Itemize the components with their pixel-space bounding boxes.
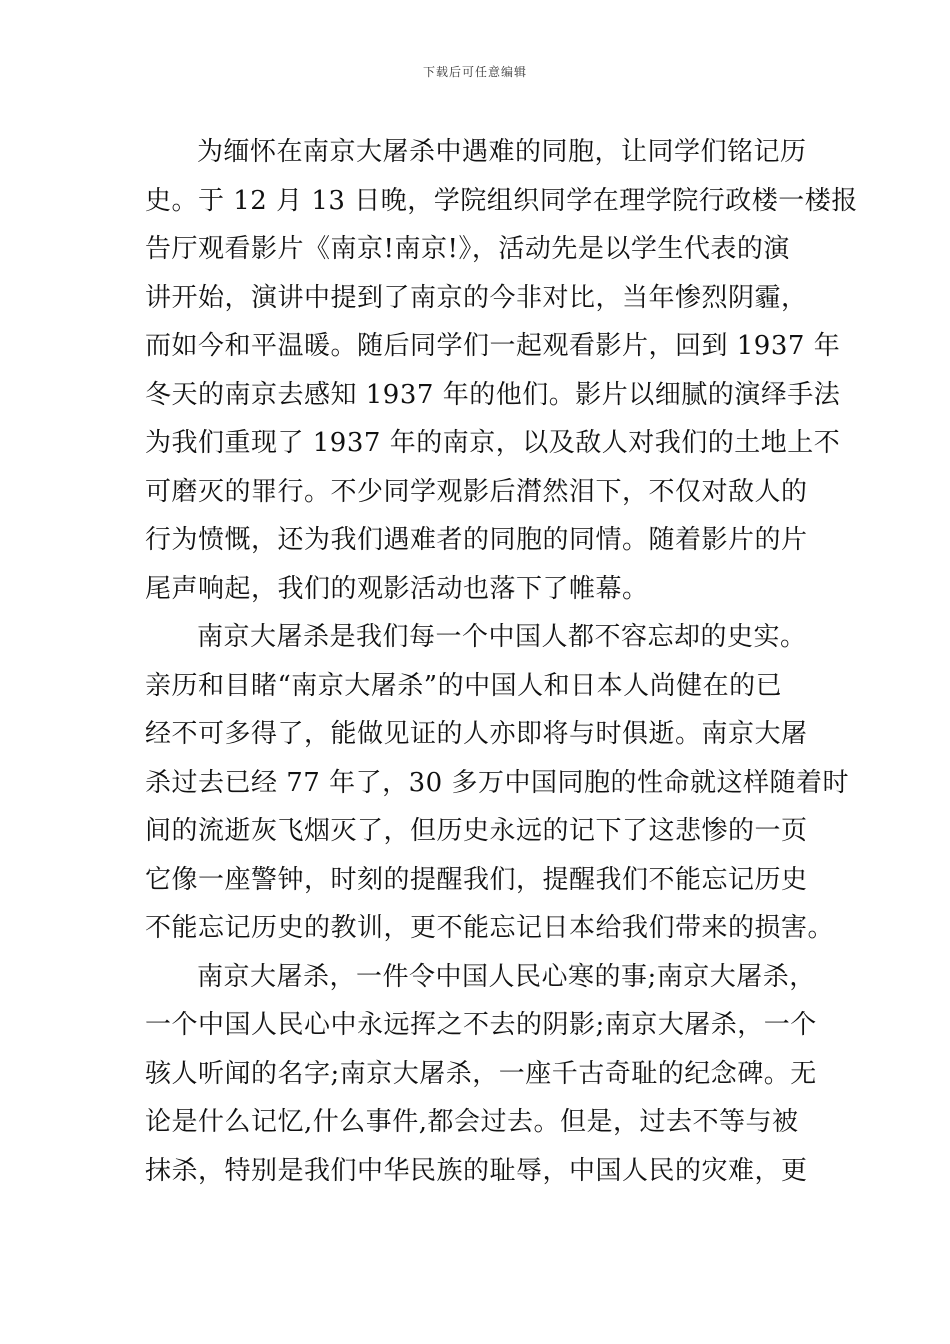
paragraph-1-line-10: 尾声响起，我们的观影活动也落下了帷幕。 bbox=[145, 573, 649, 604]
paragraph-2-line-2: 亲历和目睹“南京大屠杀”的中国人和日本人尚健在的已 bbox=[145, 670, 783, 701]
paragraph-3-line-3: 骇人听闻的名字;南京大屠杀，一座千古奇耻的纪念碑。无 bbox=[145, 1058, 817, 1089]
paragraph-2-line-4: 杀过去已经 77 年了，30 多万中国同胞的性命就这样随着时 bbox=[145, 767, 849, 798]
paragraph-3-line-2: 一个中国人民心中永远挥之不去的阴影;南京大屠杀，一个 bbox=[145, 1010, 817, 1040]
paragraph-1-line-1: 为缅怀在南京大屠杀中遇难的同胞，让同学们铭记历 bbox=[197, 137, 807, 167]
paragraph-1-line-5: 而如今和平温暖。随后同学们一起观看影片，回到 1937 年 bbox=[145, 331, 841, 361]
header-note: 下载后可任意编辑 bbox=[422, 65, 527, 79]
document-body bbox=[145, 128, 858, 1195]
paragraph-3-line-4: 论是什么记忆,什么事件,都会过去。但是，过去不等与被 bbox=[145, 1107, 799, 1137]
paragraph-2-line-5: 间的流逝灰飞烟灭了，但历史永远的记下了这悲惨的一页 bbox=[145, 816, 808, 846]
paragraph-1-line-3: 告厅观看影片《南京!南京!》，活动先是以学生代表的演 bbox=[145, 234, 790, 264]
paragraph-1-line-4: 讲开始，演讲中提到了南京的今非对比，当年惨烈阴霾， bbox=[145, 282, 808, 313]
paragraph-2-line-1: 南京大屠杀是我们每一个中国人都不容忘却的史实。 bbox=[197, 622, 807, 652]
paragraph-2-line-7: 不能忘记历史的教训，更不能忘记日本给我们带来的损害。 bbox=[145, 913, 835, 943]
paragraph-1-line-6: 冬天的南京去感知 1937 年的他们。影片以细腻的演绎手法 bbox=[145, 379, 841, 410]
paragraph-2-line-6: 它像一座警钟，时刻的提醒我们，提醒我们不能忘记历史 bbox=[145, 864, 808, 895]
paragraph-1-line-7: 为我们重现了 1937 年的南京，以及敌人对我们的土地上不 bbox=[145, 428, 841, 458]
paragraph-1-line-2: 史。于 12 月 13 日晚，学院组织同学在理学院行政楼一楼报 bbox=[145, 185, 858, 216]
paragraph-1-line-8: 可磨灭的罪行。不少同学观影后潸然泪下，不仅对敌人的 bbox=[145, 476, 808, 507]
paragraph-2-line-3: 经不可多得了，能做见证的人亦即将与时俱逝。南京大屠 bbox=[145, 719, 808, 749]
paragraph-3-line-1: 南京大屠杀，一件令中国人民心寒的事;南京大屠杀， bbox=[197, 961, 816, 992]
paragraph-3-line-5: 抹杀，特别是我们中华民族的耻辱，中国人民的灾难，更 bbox=[145, 1155, 808, 1186]
paragraph-1-line-9: 行为愤慨，还为我们遇难者的同胞的同情。随着影片的片 bbox=[145, 525, 808, 555]
